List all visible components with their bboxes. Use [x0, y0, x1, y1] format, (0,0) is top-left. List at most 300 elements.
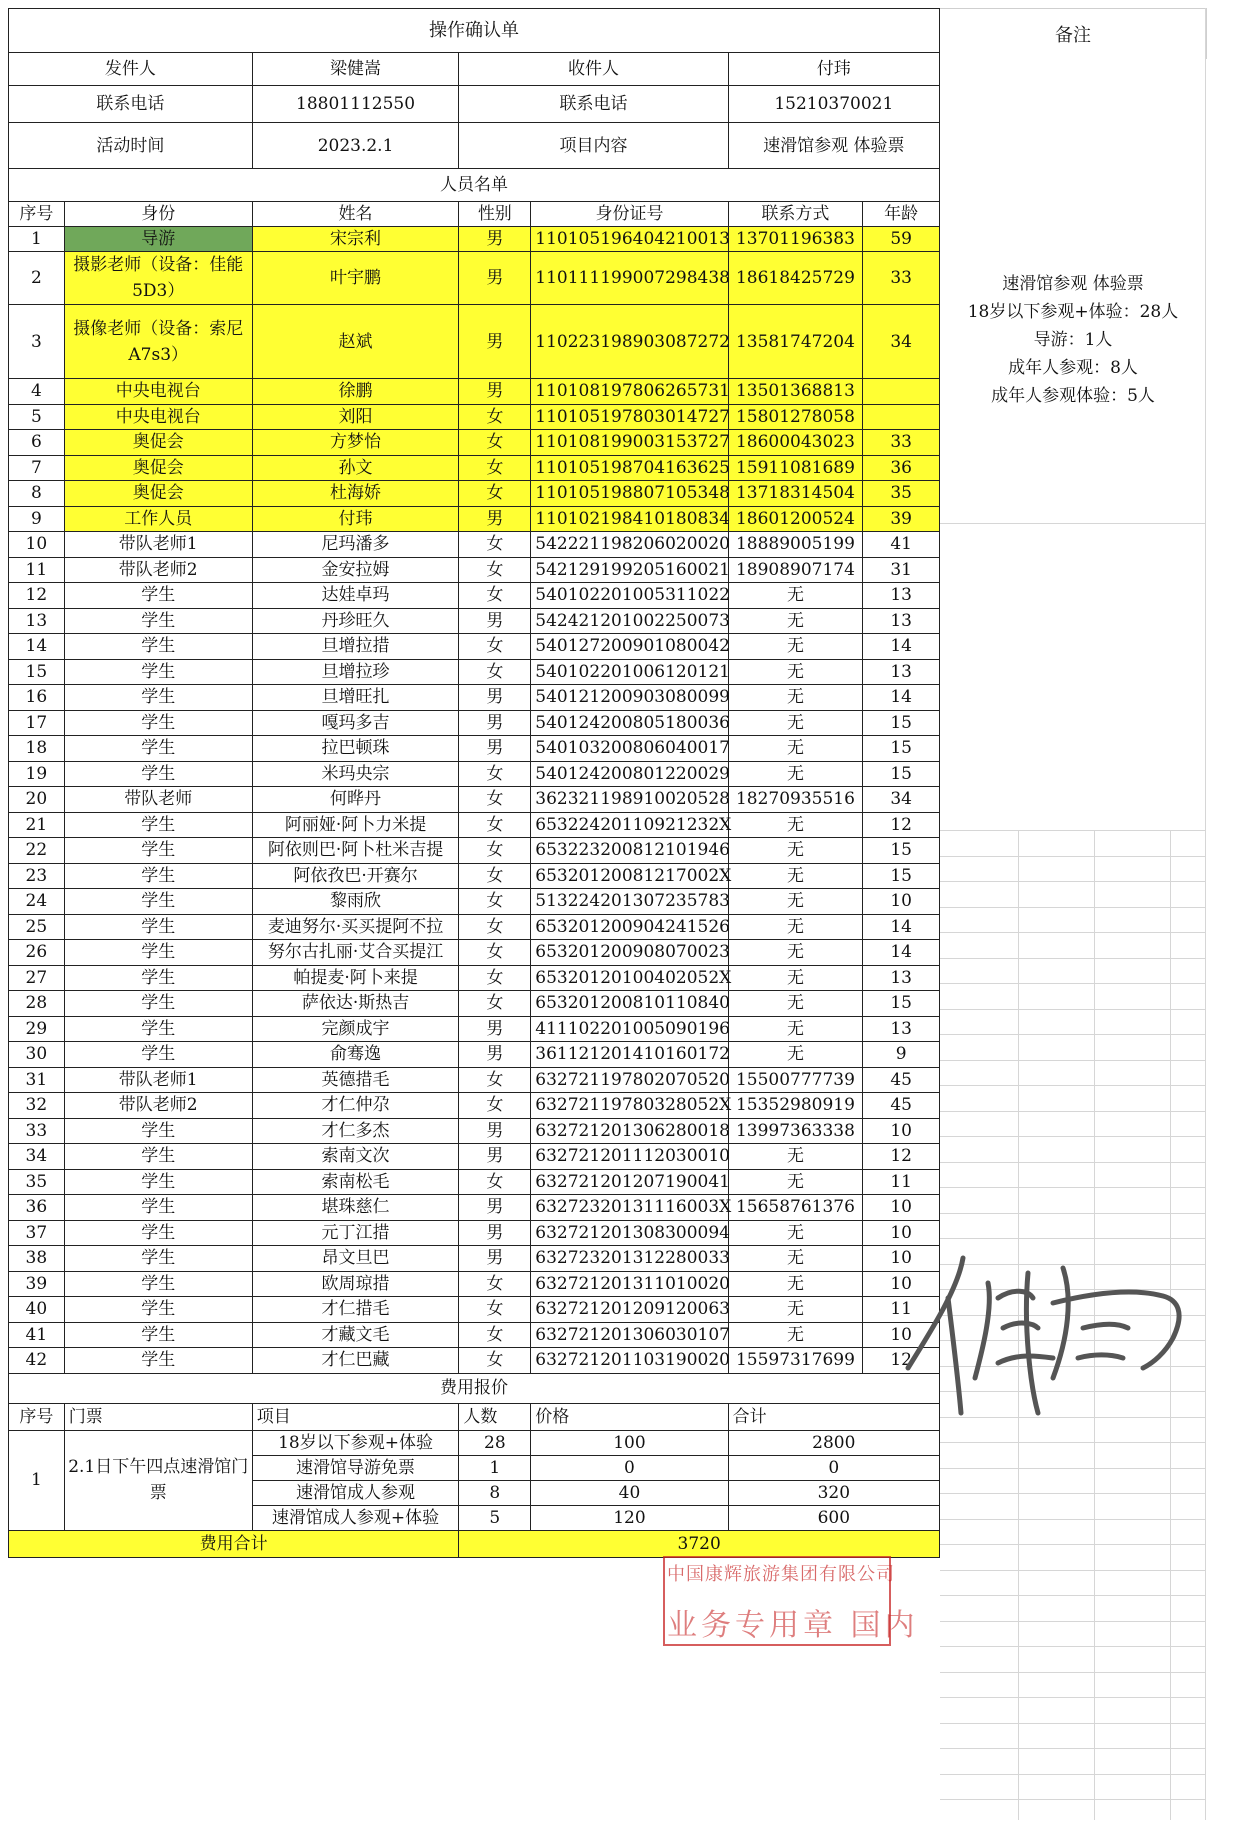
- roster-name: 赵斌: [252, 305, 459, 379]
- roster-gender: 女: [459, 430, 531, 456]
- roster-id-number: 542129199205160021: [531, 557, 728, 583]
- roster-index: 29: [9, 1016, 65, 1042]
- roster-row: [9, 914, 940, 940]
- roster-name: 帕提麦·阿卜来提: [252, 965, 459, 991]
- roster-id-number: 65322420110921232X: [531, 812, 728, 838]
- roster-role: 学生: [64, 634, 252, 660]
- roster-index: 7: [9, 455, 65, 481]
- roster-gender: 女: [459, 1169, 531, 1195]
- roster-row: [9, 1042, 940, 1068]
- roster-age: 12: [863, 812, 940, 838]
- note-line: 成年人参观体验：5人: [991, 386, 1155, 406]
- roster-index: 27: [9, 965, 65, 991]
- roster-phone: 无: [728, 1220, 863, 1246]
- roster-header: 姓名: [252, 202, 459, 227]
- roster-name: 才仁多杰: [252, 1118, 459, 1144]
- roster-role: 学生: [64, 583, 252, 609]
- roster-id-number: 632721201306280018: [531, 1118, 728, 1144]
- roster-phone: 13501368813: [728, 379, 863, 405]
- roster-id-number: 632721201311010020: [531, 1271, 728, 1297]
- roster-gender: 男: [459, 1042, 531, 1068]
- roster-role: 学生: [64, 1271, 252, 1297]
- roster-gender: 女: [459, 838, 531, 864]
- roster-age: 10: [863, 1195, 940, 1221]
- roster-index: 24: [9, 889, 65, 915]
- roster-id-number: 110111199007298438: [531, 252, 728, 305]
- roster-age: 13: [863, 965, 940, 991]
- roster-name: 米玛央宗: [252, 761, 459, 787]
- receiver-label: 收件人: [459, 53, 728, 86]
- roster-name: 孙文: [252, 455, 459, 481]
- gridline: [940, 1187, 1206, 1188]
- roster-gender: 女: [459, 761, 531, 787]
- roster-phone: 无: [728, 1271, 863, 1297]
- roster-id-number: 632721201103190020: [531, 1348, 728, 1374]
- roster-row: [9, 659, 940, 685]
- gridline: [940, 1162, 1206, 1163]
- fee-header: 序号: [9, 1403, 65, 1430]
- roster-name: 阿依则巴·阿卜杜米吉提: [252, 838, 459, 864]
- fee-price: 40: [531, 1480, 728, 1505]
- sender-label: 发件人: [9, 53, 253, 86]
- roster-age: 45: [863, 1093, 940, 1119]
- roster-gender: 女: [459, 404, 531, 430]
- fee-subtotal: 0: [728, 1455, 939, 1480]
- roster-gender: 男: [459, 1118, 531, 1144]
- roster-age: 39: [863, 506, 940, 532]
- roster-phone: 15500777739: [728, 1067, 863, 1093]
- roster-role: 学生: [64, 863, 252, 889]
- note-line: 导游：1人: [1033, 330, 1113, 350]
- roster-role: 学生: [64, 940, 252, 966]
- roster-index: 16: [9, 685, 65, 711]
- roster-index: 17: [9, 710, 65, 736]
- roster-index: 41: [9, 1322, 65, 1348]
- roster-age: 10: [863, 889, 940, 915]
- roster-age: 35: [863, 481, 940, 507]
- roster-header-row: [9, 202, 940, 227]
- gridline: [940, 1213, 1206, 1214]
- roster-row: [9, 991, 940, 1017]
- roster-gender: 女: [459, 812, 531, 838]
- roster-index: 35: [9, 1169, 65, 1195]
- gridline: [940, 523, 1206, 524]
- roster-index: 3: [9, 305, 65, 379]
- roster-phone: 无: [728, 1169, 863, 1195]
- roster-gender: 女: [459, 1067, 531, 1093]
- roster-role: 学生: [64, 1246, 252, 1272]
- roster-role: 带队老师2: [64, 557, 252, 583]
- roster-phone: 无: [728, 608, 863, 634]
- roster-id-number: 653201200904241526: [531, 914, 728, 940]
- roster-role: 学生: [64, 608, 252, 634]
- roster-index: 1: [9, 227, 65, 252]
- roster-id-number: 110102198410180834: [531, 506, 728, 532]
- roster-gender: 男: [459, 736, 531, 762]
- roster-gender: 女: [459, 1271, 531, 1297]
- gridline: [940, 983, 1206, 984]
- roster-gender: 男: [459, 252, 531, 305]
- gridline: [940, 1570, 1206, 1571]
- roster-index: 21: [9, 812, 65, 838]
- roster-id-number: 632721197802070520: [531, 1067, 728, 1093]
- roster-index: 14: [9, 634, 65, 660]
- roster-role: 学生: [64, 1144, 252, 1170]
- roster-index: 32: [9, 1093, 65, 1119]
- roster-row: [9, 1220, 940, 1246]
- roster-name: 欧周琼措: [252, 1271, 459, 1297]
- roster-phone: 无: [728, 761, 863, 787]
- roster-index: 12: [9, 583, 65, 609]
- roster-phone: 18618425729: [728, 252, 863, 305]
- roster-index: 5: [9, 404, 65, 430]
- roster-phone: 无: [728, 838, 863, 864]
- roster-index: 4: [9, 379, 65, 405]
- roster-role: 学生: [64, 1042, 252, 1068]
- notes-column: [940, 8, 1206, 1820]
- roster-index: 31: [9, 1067, 65, 1093]
- roster-row: [9, 379, 940, 405]
- roster-phone: 无: [728, 1322, 863, 1348]
- roster-index: 42: [9, 1348, 65, 1374]
- roster-id-number: 632721201112030010: [531, 1144, 728, 1170]
- roster-phone: 无: [728, 889, 863, 915]
- roster-name: 索南松毛: [252, 1169, 459, 1195]
- roster-gender: 女: [459, 914, 531, 940]
- roster-id-number: 540102201005311022: [531, 583, 728, 609]
- roster-row: [9, 1093, 940, 1119]
- roster-id-number: 65320120100402052X: [531, 965, 728, 991]
- gridline: [940, 1774, 1206, 1775]
- roster-age: 45: [863, 1067, 940, 1093]
- roster-row: [9, 1169, 940, 1195]
- roster-age: 36: [863, 455, 940, 481]
- roster-phone: 无: [728, 736, 863, 762]
- fee-price: 100: [531, 1430, 728, 1455]
- roster-age: 33: [863, 430, 940, 456]
- gridline: [940, 1111, 1206, 1112]
- sender-phone: 18801112550: [252, 86, 459, 123]
- roster-name: 阿依孜巴·开赛尔: [252, 863, 459, 889]
- roster-phone: 无: [728, 583, 863, 609]
- fee-price: 0: [531, 1455, 728, 1480]
- roster-role: 学生: [64, 736, 252, 762]
- roster-gender: 女: [459, 787, 531, 813]
- roster-age: 14: [863, 940, 940, 966]
- roster-index: 33: [9, 1118, 65, 1144]
- roster-role: 导游: [64, 227, 252, 252]
- roster-name: 才藏文毛: [252, 1322, 459, 1348]
- roster-header: 性别: [459, 202, 531, 227]
- note-line: 速滑馆参观 体验票: [1002, 274, 1144, 294]
- roster-gender: 男: [459, 710, 531, 736]
- roster-name: 完颜成宇: [252, 1016, 459, 1042]
- roster-name: 俞骞逸: [252, 1042, 459, 1068]
- roster-age: 13: [863, 608, 940, 634]
- roster-row: [9, 1118, 940, 1144]
- roster-index: 22: [9, 838, 65, 864]
- roster-gender: 女: [459, 583, 531, 609]
- roster-phone: 18601200524: [728, 506, 863, 532]
- roster-id-number: 653201200908070023: [531, 940, 728, 966]
- fee-header: 门票: [64, 1403, 252, 1430]
- roster-role: 摄影老师（设备：佳能5D3）: [64, 252, 252, 305]
- notes-header: 备注: [940, 8, 1207, 59]
- roster-gender: 男: [459, 608, 531, 634]
- roster-name: 阿丽娅·阿卜力米提: [252, 812, 459, 838]
- roster-row: [9, 736, 940, 762]
- project-content: 速滑馆参观 体验票: [728, 123, 939, 169]
- roster-role: 奥促会: [64, 430, 252, 456]
- roster-role: 学生: [64, 1169, 252, 1195]
- roster-name: 杜海娇: [252, 481, 459, 507]
- roster-row: [9, 252, 940, 305]
- roster-id-number: 110108199003153727: [531, 430, 728, 456]
- roster-age: 13: [863, 583, 940, 609]
- gridline: [940, 1442, 1206, 1443]
- roster-role: 学生: [64, 838, 252, 864]
- roster-id-number: 540124200805180036: [531, 710, 728, 736]
- roster-phone: 15658761376: [728, 1195, 863, 1221]
- roster-index: 19: [9, 761, 65, 787]
- roster-phone: 无: [728, 710, 863, 736]
- roster-gender: 女: [459, 863, 531, 889]
- roster-gender: 男: [459, 506, 531, 532]
- roster-age: 14: [863, 914, 940, 940]
- fee-item: 速滑馆成人参观: [252, 1480, 459, 1505]
- roster-gender: 女: [459, 1348, 531, 1374]
- roster-row: [9, 583, 940, 609]
- roster-name: 宋宗利: [252, 227, 459, 252]
- roster-name: 何晔丹: [252, 787, 459, 813]
- roster-role: 带队老师1: [64, 532, 252, 558]
- fee-price: 120: [531, 1505, 728, 1530]
- fee-item: 速滑馆导游免票: [252, 1455, 459, 1480]
- roster-row: [9, 1271, 940, 1297]
- roster-row: [9, 1246, 940, 1272]
- roster-index: 37: [9, 1220, 65, 1246]
- roster-row: [9, 1144, 940, 1170]
- gridline: [940, 881, 1206, 882]
- roster-age: 10: [863, 1118, 940, 1144]
- roster-phone: 无: [728, 1297, 863, 1323]
- roster-gender: 男: [459, 305, 531, 379]
- fee-count: 28: [459, 1430, 531, 1455]
- roster-gender: 男: [459, 227, 531, 252]
- roster-id-number: 632721201306030107: [531, 1322, 728, 1348]
- roster-index: 36: [9, 1195, 65, 1221]
- roster-age: 15: [863, 710, 940, 736]
- roster-phone: 13581747204: [728, 305, 863, 379]
- notes-text: [940, 270, 1206, 410]
- roster-role: 奥促会: [64, 481, 252, 507]
- roster-index: 25: [9, 914, 65, 940]
- roster-name: 堪珠慈仁: [252, 1195, 459, 1221]
- roster-role: 带队老师2: [64, 1093, 252, 1119]
- roster-gender: 女: [459, 532, 531, 558]
- roster-id-number: 542221198206020020: [531, 532, 728, 558]
- fee-header: 项目: [252, 1403, 459, 1430]
- gridline: [940, 1723, 1206, 1724]
- roster-row: [9, 506, 940, 532]
- roster-age: 11: [863, 1297, 940, 1323]
- roster-id-number: 110105198807105348: [531, 481, 728, 507]
- roster-gender: 女: [459, 1322, 531, 1348]
- roster-role: 学生: [64, 761, 252, 787]
- fee-subtotal: 2800: [728, 1430, 939, 1455]
- roster-name: 努尔古扎丽·艾合买提江: [252, 940, 459, 966]
- roster-role: 学生: [64, 710, 252, 736]
- roster-index: 40: [9, 1297, 65, 1323]
- roster-name: 金安拉姆: [252, 557, 459, 583]
- roster-age: 9: [863, 1042, 940, 1068]
- roster-age: 15: [863, 863, 940, 889]
- gridline: [940, 856, 1206, 857]
- roster-phone: 18270935516: [728, 787, 863, 813]
- gridline: [940, 1136, 1206, 1137]
- roster-age: 11: [863, 1169, 940, 1195]
- roster-header: 联系方式: [728, 202, 863, 227]
- gridline: [940, 1595, 1206, 1596]
- roster-index: 6: [9, 430, 65, 456]
- roster-name: 才仁仲尕: [252, 1093, 459, 1119]
- roster-gender: 男: [459, 1195, 531, 1221]
- note-line: 18岁以下参观+体验：28人: [967, 302, 1179, 322]
- fee-subtotal: 320: [728, 1480, 939, 1505]
- confirmation-sheet: [8, 8, 1206, 1820]
- roster-phone: 无: [728, 634, 863, 660]
- roster-row: [9, 455, 940, 481]
- roster-phone: 15911081689: [728, 455, 863, 481]
- sender-phone-label: 联系电话: [9, 86, 253, 123]
- gridline: [940, 1799, 1206, 1800]
- roster-phone: 15597317699: [728, 1348, 863, 1374]
- gridline: [940, 1085, 1206, 1086]
- fee-title: 费用报价: [9, 1373, 940, 1403]
- roster-name: 才仁措毛: [252, 1297, 459, 1323]
- total-label: 费用合计: [9, 1530, 459, 1557]
- roster-index: 10: [9, 532, 65, 558]
- roster-index: 34: [9, 1144, 65, 1170]
- confirmation-table: [8, 8, 940, 1558]
- roster-phone: 15801278058: [728, 404, 863, 430]
- roster-phone: 无: [728, 685, 863, 711]
- fee-item: 18岁以下参观+体验: [252, 1430, 459, 1455]
- roster-id-number: 110105196404210013: [531, 227, 728, 252]
- roster-gender: 女: [459, 557, 531, 583]
- roster-phone: 无: [728, 1246, 863, 1272]
- roster-role: 摄像老师（设备：索尼A7s3）: [64, 305, 252, 379]
- roster-index: 13: [9, 608, 65, 634]
- roster-age: 15: [863, 838, 940, 864]
- roster-row: [9, 685, 940, 711]
- roster-id-number: 110105197803014727: [531, 404, 728, 430]
- roster-row: [9, 305, 940, 379]
- roster-role: 学生: [64, 812, 252, 838]
- roster-role: 带队老师: [64, 787, 252, 813]
- roster-index: 9: [9, 506, 65, 532]
- roster-header: 身份: [64, 202, 252, 227]
- gridline: [940, 1748, 1206, 1749]
- roster-role: 学生: [64, 1195, 252, 1221]
- roster-index: 28: [9, 991, 65, 1017]
- roster-name: 徐鹏: [252, 379, 459, 405]
- roster-id-number: 542421201002250073: [531, 608, 728, 634]
- roster-row: [9, 965, 940, 991]
- roster-id-number: 361121201410160172: [531, 1042, 728, 1068]
- roster-row: [9, 889, 940, 915]
- roster-phone: 13718314504: [728, 481, 863, 507]
- roster-phone: 13701196383: [728, 227, 863, 252]
- fee-count: 5: [459, 1505, 531, 1530]
- gridline: [1205, 8, 1206, 1820]
- roster-gender: 男: [459, 1220, 531, 1246]
- roster-role: 学生: [64, 965, 252, 991]
- roster-id-number: 653223200812101946: [531, 838, 728, 864]
- roster-name: 旦增拉措: [252, 634, 459, 660]
- roster-gender: 男: [459, 1016, 531, 1042]
- roster-name: 黎雨欣: [252, 889, 459, 915]
- roster-row: [9, 940, 940, 966]
- roster-gender: 女: [459, 940, 531, 966]
- roster-gender: 女: [459, 455, 531, 481]
- roster-phone: 18600043023: [728, 430, 863, 456]
- roster-row: [9, 227, 940, 252]
- roster-role: 学生: [64, 914, 252, 940]
- roster-row: [9, 863, 940, 889]
- roster-id-number: 362321198910020528: [531, 787, 728, 813]
- roster-row: [9, 710, 940, 736]
- roster-phone: 无: [728, 1042, 863, 1068]
- fee-row: [9, 1430, 940, 1455]
- sender-name: 梁健嵩: [252, 53, 459, 86]
- fee-subtotal: 600: [728, 1505, 939, 1530]
- roster-id-number: 513224201307235783: [531, 889, 728, 915]
- gridline: [940, 1009, 1206, 1010]
- content-label: 项目内容: [459, 123, 728, 169]
- roster-name: 才仁巴藏: [252, 1348, 459, 1374]
- roster-name: 昂文旦巴: [252, 1246, 459, 1272]
- roster-age: 10: [863, 1246, 940, 1272]
- gridline: [940, 1646, 1206, 1647]
- roster-phone: 18889005199: [728, 532, 863, 558]
- roster-index: 15: [9, 659, 65, 685]
- roster-age: 12: [863, 1144, 940, 1170]
- roster-id-number: 540127200901080042: [531, 634, 728, 660]
- roster-age: 15: [863, 761, 940, 787]
- roster-phone: 无: [728, 940, 863, 966]
- roster-age: 10: [863, 1220, 940, 1246]
- roster-name: 旦增拉珍: [252, 659, 459, 685]
- roster-phone: 无: [728, 659, 863, 685]
- roster-age: 10: [863, 1271, 940, 1297]
- roster-id-number: 110223198903087272: [531, 305, 728, 379]
- roster-age: 13: [863, 659, 940, 685]
- roster-id-number: 540102201006120121: [531, 659, 728, 685]
- roster-row: [9, 430, 940, 456]
- stamp-line2: 业务专用章 国内: [667, 1608, 919, 1643]
- gridline: [940, 1468, 1206, 1469]
- roster-phone: 15352980919: [728, 1093, 863, 1119]
- roster-name: 达娃卓玛: [252, 583, 459, 609]
- roster-age: 34: [863, 787, 940, 813]
- roster-role: 学生: [64, 1348, 252, 1374]
- roster-gender: 男: [459, 685, 531, 711]
- roster-age: 34: [863, 305, 940, 379]
- roster-row: [9, 812, 940, 838]
- roster-id-number: 411102201005090196: [531, 1016, 728, 1042]
- roster-index: 20: [9, 787, 65, 813]
